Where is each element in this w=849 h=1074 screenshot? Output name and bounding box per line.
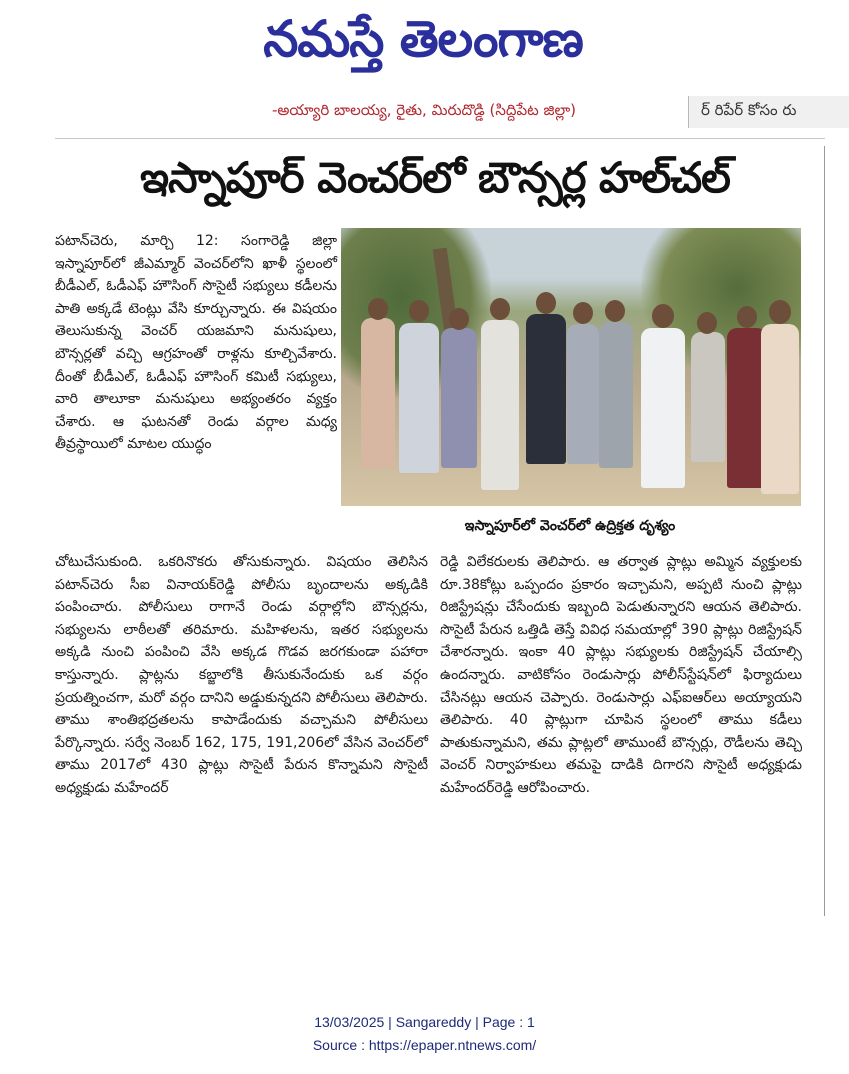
adjacent-article-snippet: ర్ రిపేర్ కోసం రు xyxy=(688,96,849,128)
article-headline: ఇస్నాపూర్ వెంచర్‌లో బౌన్సర్ల హల్‌చల్ xyxy=(140,153,730,202)
article-column-3 xyxy=(440,551,802,800)
edition-info: 13/03/2025 | Sangareddy | Page : 1 xyxy=(314,1014,535,1030)
article-text-col-2: చోటుచేసుకుంది. ఒకరినొకరు తోసుకున్నారు. విషయం తెలిసిన పటాన్‌చెరు సీఐ వినాయక్‌రెడ్డి పోలీసు బృందాలను అక్కడికి పంపించారు. పోలీసులు రాగానే రెండు వర్గాల్లోని బౌన్సర్లను, సభ్యులను లాఠీలతో తరిమారు. మహిళలను, ఇతర సభ్యులను అక్కడి నుంచి పంపించి వేసి అక్కడ గొడవ జరగకుండా పహారా కాస్తున్నారు. ప్లాట్లను కబ్జాలోకి తీసుకునేందుకు ఒక వర్గం ప్రయత్నించగా, మరో వర్గం దానిని అడ్డుకున్నదని పోలీసులు తెలిపారు. తాము శాంతిభద్రతలను కాపాడేందుకు వచ్చామని పోలీసులు పేర్కొన్నారు. సర్వే నెంబర్ 162, 175, 191,206లో వేసిన వెంచర్‌లో తాము 2017లో 430 ప్లాట్లు సొసైటీ పేరున కొన్నామని సొసైటీ అధ్యక్షుడు మహేందర్ xyxy=(55,554,428,796)
quote-credit: -అయ్యారి బాలయ్య, రైతు, మిరుదొడ్డి (సిద్దిపేట జిల్లా) xyxy=(272,101,576,119)
article-column-2 xyxy=(55,551,428,800)
article-column-1 xyxy=(55,230,337,456)
newspaper-masthead: నమస్తే తెలంగాణ xyxy=(263,9,583,68)
photo-caption: ఇస్నాపూర్‌లో వెంచర్‌లో ఉద్రిక్తత దృశ్యం xyxy=(464,517,676,534)
article-photo xyxy=(341,228,801,506)
article-text-col-3: రెడ్డి విలేకరులకు తెలిపారు. ఆ తర్వాత ప్లాట్లు అమ్మిన వ్యక్తులకు రూ.38కోట్లు ఒప్పందం ప్రకారం ఇచ్చామని, అప్పటి నుంచి ప్లాట్లు రిజిస్ట్రేషన్లు చేసేందుకు ఇబ్బంది పెడుతున్నారని ఆయన తెలిపారు. సొసైటీ పేరున ఒత్తిడి తెస్తే వివిధ సమయాల్లో 390 ప్లాట్లు రిజిస్ట్రేషన్ చేశారన్నారు. ఇంకా 40 ప్లాట్లు సభ్యులకు రిజిస్ట్రేషన్ చేయాల్సి ఉందన్నారు. వాటికోసం రెండుసార్లు పోలీస్‌స్టేషన్‌లో ఫిర్యాదులు చేసినట్లు ఆయన చెప్పారు. రెండుసార్లు ఎఫ్ఐఆర్‌లు అయ్యాయని తెలిపారు. 40 ప్లాట్లుగా చూపిన స్థలంలో తాము కడీలు పాతుకున్నామని, తమ ప్లాట్లలో తాముంటే బౌన్సర్లు, రౌడీలను తెచ్చి వెంచర్ నిర్వాహకులు తమపై దాడికి దిగారని సొసైటీ అధ్యక్షుడు మహేందర్‌రెడ్డి ఆరోపించారు. xyxy=(440,554,802,796)
source-link[interactable]: Source : https://epaper.ntnews.com/ xyxy=(312,1037,537,1053)
column-rule xyxy=(824,146,825,916)
header-divider xyxy=(55,138,825,139)
article-text-col-1: పటాన్‌చెరు, మార్చి 12: సంగారెడ్డి జిల్లా ఇస్నాపూర్‌లో జీఎమ్మార్ వెంచర్‌లోని ఖాళీ స్థలంలో బీడీఎల్, ఓడీఎఫ్ హౌసింగ్ సొసైటీ సభ్యులు కడీలను పాతి అక్కడే టెంట్లు వేసి కూర్చున్నారు. ఈ విషయం తెలుసుకున్న వెంచర్ యజమాని మనుషులు, బౌన్సర్లతో వచ్చి ఆగ్రహంతో రాళ్లను కూల్చివేశారు. దీంతో బీడీఎల్, ఓడీఎఫ్ హౌసింగ్ కమిటీ సభ్యులు, వారి తాలూకా మనుషులు అభ్యంతరం వ్యక్తం చేశారు. ఆ ఘటనతో రెండు వర్గాల మధ్య తీవ్రస్థాయిలో మాటల యుద్ధం xyxy=(55,233,337,453)
